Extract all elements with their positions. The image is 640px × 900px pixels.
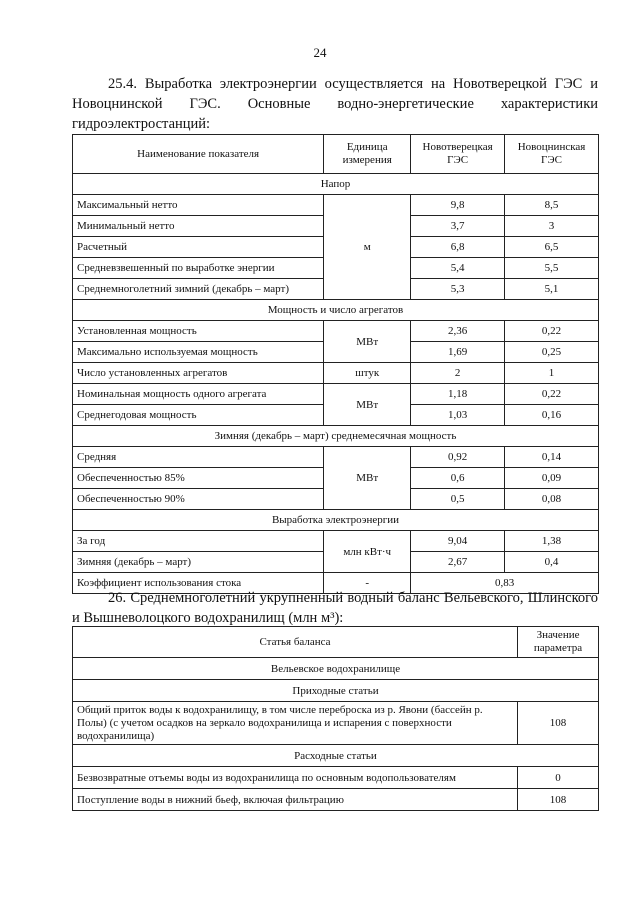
value-novotveretskaya: 9,04	[411, 531, 505, 552]
table-row	[73, 363, 599, 384]
value-novotsninskaya: 0,22	[505, 384, 599, 405]
paragraph-25-4: 25.4. Выработка электроэнергии осуществляется на Новотверецкой ГЭС и Новоцнинской ГЭС. Основные водно-энергетические характеристики гидроэлектростанций:	[72, 76, 598, 132]
row-name: Средняя	[73, 447, 324, 468]
value-novotsninskaya: 0,08	[505, 489, 599, 510]
row-name: Минимальный нетто	[73, 216, 324, 237]
value-novotsninskaya: 5,1	[505, 279, 599, 300]
header-balance-item: Статья баланса	[73, 627, 518, 658]
row-unit: МВт	[324, 321, 411, 363]
section-title: Зимняя (декабрь – март) среднемесячная мощность	[73, 426, 599, 447]
row-value: 108	[518, 789, 599, 811]
value-novotveretskaya: 0,92	[411, 447, 505, 468]
row-name: Обеспеченностью 85%	[73, 468, 324, 489]
row-unit: МВт	[324, 447, 411, 510]
value-novotveretskaya: 1,03	[411, 405, 505, 426]
table-header-row	[73, 135, 599, 174]
row-name: Номинальная мощность одного агрегата	[73, 384, 324, 405]
value-novotveretskaya: 3,7	[411, 216, 505, 237]
value-novotsninskaya: 8,5	[505, 195, 599, 216]
row-name: Число установленных агрегатов	[73, 363, 324, 384]
row-name: За год	[73, 531, 324, 552]
page-number: 24	[313, 45, 327, 60]
table-header-row	[73, 627, 599, 658]
row-name: Общий приток воды к водохранилищу, в том числе переброска из р. Явони (бассейн р. Полы) (с учетом осадков на зеркало водохранилища и испарения с поверхности водохранилища)	[73, 702, 518, 745]
row-name: Поступление воды в нижний бьеф, включая фильтрацию	[73, 789, 518, 811]
row-unit: МВт	[324, 384, 411, 426]
header-novotveretskaya: Новотверецкая ГЭС	[411, 135, 505, 174]
paragraph-26: 26. Среднемноголетний укрупненный водный баланс Вельевского, Шлинского и Вышневолоцкого водохранилищ (млн м³):	[72, 590, 598, 626]
section-title: Выработка электроэнергии	[73, 510, 599, 531]
water-balance-table	[72, 626, 599, 811]
table-row	[73, 702, 599, 745]
table-row	[73, 321, 599, 342]
row-value: 0	[518, 767, 599, 789]
value-novotsninskaya: 0,14	[505, 447, 599, 468]
table-row	[73, 447, 599, 468]
row-unit: млн кВт·ч	[324, 531, 411, 573]
value-novotveretskaya: 2,67	[411, 552, 505, 573]
value-novotveretskaya: 5,4	[411, 258, 505, 279]
value-novotveretskaya: 0,5	[411, 489, 505, 510]
value-novotveretskaya: 6,8	[411, 237, 505, 258]
table-row	[73, 789, 599, 811]
header-parameter-value: Значение параметра	[518, 627, 599, 658]
row-value: 108	[518, 702, 599, 745]
table-row	[73, 195, 599, 216]
header-novotsninskaya: Новоцнинская ГЭС	[505, 135, 599, 174]
hydro-characteristics-table	[72, 134, 599, 594]
value-novotsninskaya: 6,5	[505, 237, 599, 258]
value-novotsninskaya: 1	[505, 363, 599, 384]
row-name: Среднемноголетний зимний (декабрь – март)	[73, 279, 324, 300]
row-name: Коэффициент использования стока	[73, 573, 324, 594]
row-name: Безвозвратные отъемы воды из водохранилища по основным водопользователям	[73, 767, 518, 789]
value-novotveretskaya: 0,6	[411, 468, 505, 489]
section-title: Расходные статьи	[73, 745, 599, 767]
value-novotveretskaya: 1,69	[411, 342, 505, 363]
section-title: Приходные статьи	[73, 680, 599, 702]
table-row	[73, 767, 599, 789]
reservoir-title: Вельевское водохранилище	[73, 658, 599, 680]
row-name: Максимально используемая мощность	[73, 342, 324, 363]
header-unit: Единица измерения	[324, 135, 411, 174]
value-novotsninskaya: 0,16	[505, 405, 599, 426]
row-name: Среднегодовая мощность	[73, 405, 324, 426]
row-name: Расчетный	[73, 237, 324, 258]
value-novotsninskaya: 5,5	[505, 258, 599, 279]
row-unit: штук	[324, 363, 411, 384]
row-unit: -	[324, 573, 411, 594]
row-name: Максимальный нетто	[73, 195, 324, 216]
value-novotveretskaya: 5,3	[411, 279, 505, 300]
value-novotsninskaya: 0,4	[505, 552, 599, 573]
value-novotsninskaya: 0,25	[505, 342, 599, 363]
header-indicator: Наименование показателя	[73, 135, 324, 174]
value-novotsninskaya: 0,22	[505, 321, 599, 342]
value-novotveretskaya: 1,18	[411, 384, 505, 405]
row-name: Обеспеченностью 90%	[73, 489, 324, 510]
row-unit: м	[324, 195, 411, 300]
table-row	[73, 384, 599, 405]
table-row	[73, 531, 599, 552]
value-combined: 0,83	[411, 573, 599, 594]
value-novotveretskaya: 2,36	[411, 321, 505, 342]
section-title: Мощность и число агрегатов	[73, 300, 599, 321]
value-novotveretskaya: 2	[411, 363, 505, 384]
row-name: Средневзвешенный по выработке энергии	[73, 258, 324, 279]
value-novotsninskaya: 3	[505, 216, 599, 237]
value-novotsninskaya: 0,09	[505, 468, 599, 489]
section-title: Напор	[73, 174, 599, 195]
row-name: Установленная мощность	[73, 321, 324, 342]
value-novotveretskaya: 9,8	[411, 195, 505, 216]
value-novotsninskaya: 1,38	[505, 531, 599, 552]
row-name: Зимняя (декабрь – март)	[73, 552, 324, 573]
